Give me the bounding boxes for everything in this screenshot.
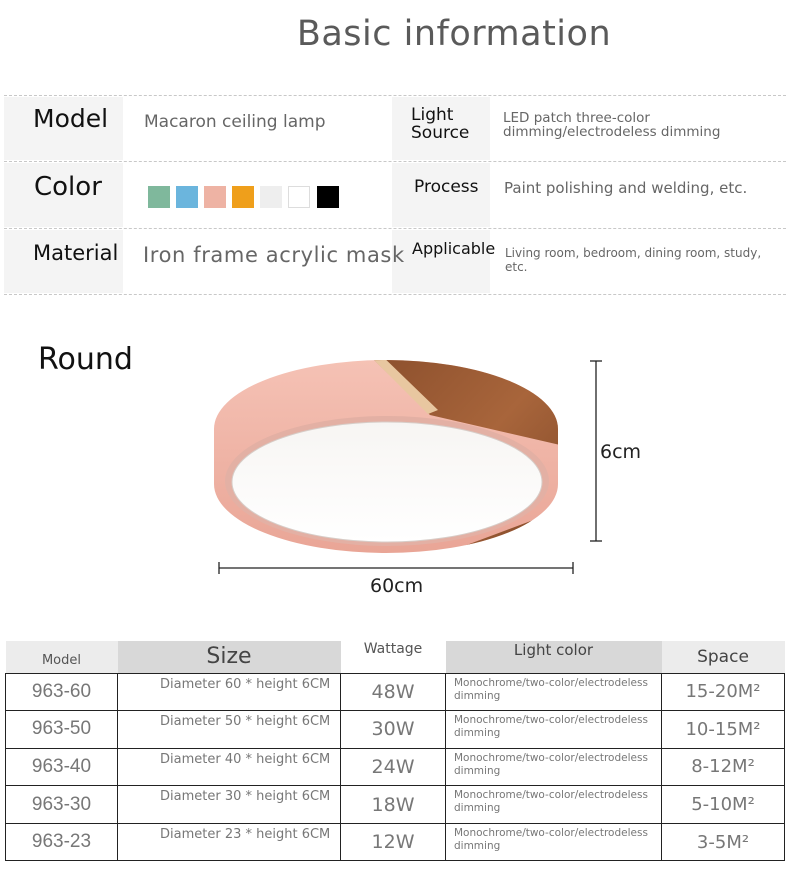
header-wattage: Wattage xyxy=(341,641,446,673)
cell-light-color: Monochrome/two-color/electrodeless dimming xyxy=(446,786,662,824)
cell-light-color: Monochrome/two-color/electrodeless dimming xyxy=(446,823,662,861)
height-label: 6cm xyxy=(600,441,642,463)
cell-model: 963-60 xyxy=(6,673,118,711)
table-row xyxy=(6,786,785,824)
table-row xyxy=(6,748,785,786)
table-row xyxy=(6,823,785,861)
header-size: Size xyxy=(118,641,341,673)
cell-model: 963-50 xyxy=(6,711,118,749)
cell-wattage: 18W xyxy=(341,786,446,824)
color-swatch-orange xyxy=(232,186,254,208)
color-swatch-black xyxy=(317,186,339,208)
cell-light-color: Monochrome/two-color/electrodeless dimming xyxy=(446,748,662,786)
divider xyxy=(4,95,786,96)
color-swatch-light-gray xyxy=(260,186,282,208)
table-row xyxy=(6,711,785,749)
cell-light-color: Monochrome/two-color/electrodeless dimming xyxy=(446,711,662,749)
applicable-value-1: Living room, bedroom, dining room, study, xyxy=(505,246,762,260)
table-row xyxy=(6,673,785,711)
cell-size: Diameter 40 * height 6CM xyxy=(118,748,341,786)
applicable-label: Applicable xyxy=(412,239,496,258)
process-label: Process xyxy=(414,177,479,197)
divider xyxy=(4,161,786,162)
lamp-diffuser xyxy=(232,422,542,542)
header-light-color: Light color xyxy=(446,641,662,673)
cell-model: 963-30 xyxy=(6,786,118,824)
color-swatch-white xyxy=(288,186,310,208)
applicable-value-2: etc. xyxy=(505,260,528,274)
color-label: Color xyxy=(34,172,102,202)
ceiling-lamp-illustration xyxy=(0,330,790,610)
cell-size: Diameter 60 * height 6CM xyxy=(118,673,341,711)
cell-space: 10-15M² xyxy=(662,711,785,749)
cell-size: Diameter 50 * height 6CM xyxy=(118,711,341,749)
divider xyxy=(4,294,786,295)
cell-space: 3-5M² xyxy=(662,823,785,861)
cell-model: 963-23 xyxy=(6,823,118,861)
shape-label: Round xyxy=(38,342,133,377)
material-value: Iron frame acrylic mask xyxy=(143,243,405,267)
model-label: Model xyxy=(33,104,109,133)
header-space: Space xyxy=(662,641,785,673)
material-label: Material xyxy=(33,241,119,265)
light-source-label-1: Light xyxy=(411,105,454,125)
color-swatch-green xyxy=(148,186,170,208)
cell-size: Diameter 30 * height 6CM xyxy=(118,786,341,824)
page-title: Basic information xyxy=(296,14,612,54)
light-source-value-1: LED patch three-color xyxy=(503,110,650,126)
width-label: 60cm xyxy=(370,575,424,597)
model-value: Macaron ceiling lamp xyxy=(144,112,326,132)
color-swatch-pink xyxy=(204,186,226,208)
cell-size: Diameter 23 * height 6CM xyxy=(118,823,341,861)
light-source-value-2: dimming/electrodeless dimming xyxy=(503,124,721,140)
cell-wattage: 12W xyxy=(341,823,446,861)
cell-wattage: 24W xyxy=(341,748,446,786)
cell-space: 8-12M² xyxy=(662,748,785,786)
divider xyxy=(4,228,786,229)
cell-model: 963-40 xyxy=(6,748,118,786)
cell-space: 5-10M² xyxy=(662,786,785,824)
light-source-label-2: Source xyxy=(411,123,470,143)
cell-light-color: Monochrome/two-color/electrodeless dimming xyxy=(446,673,662,711)
cell-space: 15-20M² xyxy=(662,673,785,711)
cell-wattage: 48W xyxy=(341,673,446,711)
spec-table xyxy=(5,641,785,861)
process-value: Paint polishing and welding, etc. xyxy=(504,179,748,197)
cell-wattage: 30W xyxy=(341,711,446,749)
header-model: Model xyxy=(6,641,118,673)
color-swatch-blue xyxy=(176,186,198,208)
